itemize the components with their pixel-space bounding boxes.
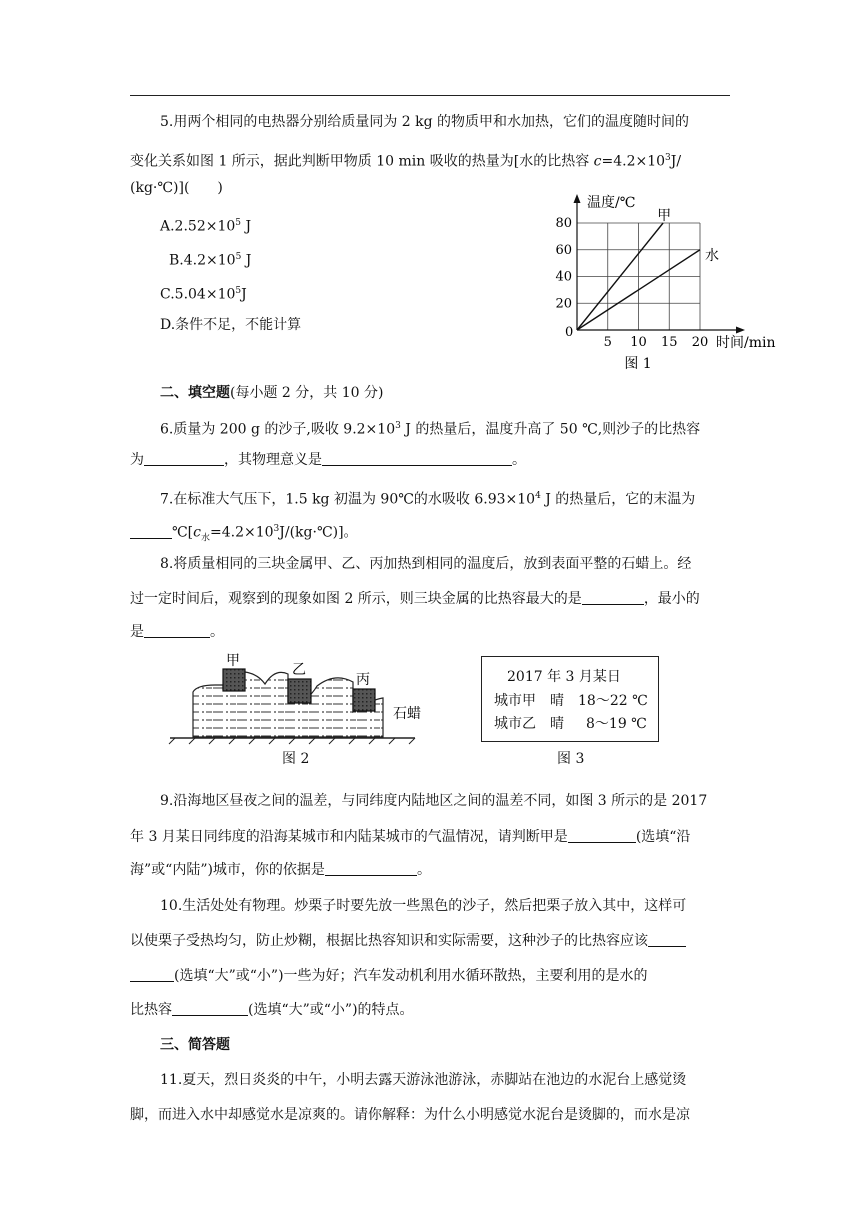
q9-line3: 海”或“内陆”)城市，你的依据是 。 (130, 862, 431, 878)
label-yi: 乙 (292, 662, 306, 678)
q10-line2: 以使栗子受热均匀，防止炒糊，根据比热容知识和实际需要，这种沙子的比热容应该 (130, 931, 730, 951)
q7-blank[interactable] (130, 524, 172, 539)
q8-line3: 是 。 (130, 624, 224, 640)
figure3-weather-box (481, 656, 659, 742)
metal-block-jia (223, 669, 245, 691)
y-tick-label: 40 (555, 269, 572, 285)
x-tick-label: 5 (603, 335, 612, 350)
q10-blank-1b[interactable] (130, 967, 174, 982)
q10-blank-2[interactable] (172, 1001, 248, 1016)
q10-blank-1a[interactable] (648, 932, 686, 947)
q5-option-b[interactable]: $B.4.2\times 10^5$ J (169, 252, 252, 269)
q5-option-d[interactable]: D.条件不足，不能计算 (160, 317, 302, 333)
q6-line1: 6.质量为 200 g 的沙子,吸收 $9.2\times 10^3$ J 的热量后，温度升高了 50 ℃,则沙子的比热容 (160, 421, 701, 438)
q6-line2: 为 ，其物理意义是 。 (130, 452, 526, 468)
label-bing: 丙 (356, 672, 370, 688)
figure3-caption: 图 3 (557, 751, 585, 767)
q5-line2: 变化关系如图 1 所示，据此判断甲物质 10 min 吸收的热量为[水的比热容 $c=4.2\times 10^3J/$ (130, 153, 682, 170)
q9-blank-2[interactable] (325, 861, 417, 876)
y-tick-label: 60 (555, 242, 572, 258)
q9-line1: 9.沿海地区昼夜之间的温差，与同纬度内陆地区之间的温差不同，如图 3 所示的是 2017 (160, 793, 708, 809)
q8-blank-1[interactable] (582, 590, 644, 605)
figure1-caption: 图 1 (624, 356, 652, 372)
figure1-chart (550, 185, 790, 375)
q8-line1: 8.将质量相同的三块金属甲、乙、丙加热到相同的温度后，放到表面平整的石蜡上。经 (160, 556, 692, 572)
y-tick-label: 20 (555, 296, 572, 312)
section3-heading: 三、简答题 (160, 1037, 230, 1053)
q8-line2: 过一定时间后，观察到的现象如图 2 所示，则三块金属的比热容最大的是 ，最小的 (130, 591, 700, 607)
figure2-wax-diagram (165, 652, 425, 747)
q10-line3: (选填“大”或“小”)一些为好；汽车发动机利用水循环散热，主要利用的是水的 (130, 966, 730, 986)
series-label-jia: 甲 (657, 208, 672, 224)
q9-line2: 年 3 月某日同纬度的沿海某城市和内陆某城市的气温情况，请判断甲是 (选填“沿 (130, 829, 691, 845)
x-tick-label: 0 (565, 325, 574, 340)
weather-row-city-b: 城市乙 晴 8～19 ℃ (494, 716, 647, 732)
q7-line1: 7.在标准大气压下，1.5 kg 初温为 90℃的水吸收 $6.93\times 10^4$ J 的热量后，它的末温为 (160, 491, 696, 508)
q10-line1: 10.生活处处有物理。炒栗子时要先放一些黑色的沙子，然后把栗子放入其中，这样可 (160, 898, 687, 914)
q7-line2: $℃[c_水=4.2\times 10^3J/(kg\cdot℃)]$。 (130, 519, 730, 548)
label-jia: 甲 (226, 653, 240, 669)
q5-option-a[interactable]: $A.2.52\times 10^5$ J (160, 218, 252, 235)
section2-heading: 二、填空题(每小题 2 分，共 10 分) (160, 385, 384, 401)
q11-line2: 脚，而进入水中却感觉水是凉爽的。请你解释：为什么小明感觉水泥台是烫脚的，而水是凉 (130, 1107, 690, 1123)
y-axis-arrow (574, 194, 581, 203)
q5-line3: (kg·℃)]( ) (130, 180, 223, 196)
label-wax: 石蜡 (393, 706, 421, 722)
q9-blank-1[interactable] (568, 828, 636, 843)
header-rule (130, 95, 730, 96)
x-axis-arrow (736, 327, 745, 334)
q6-blank-1[interactable] (144, 451, 224, 466)
x-tick-label: 10 (630, 335, 647, 350)
metal-block-yi (288, 679, 311, 703)
y-tick-label: 80 (555, 216, 572, 231)
q5-option-c[interactable]: $C.5.04\times 10^5J$ (160, 286, 247, 303)
metal-block-bing (353, 689, 375, 711)
q11-line1: 11.夏天，烈日炎炎的中午，小明去露天游泳池游泳，赤脚站在池边的水泥台上感觉烫 (160, 1072, 687, 1088)
q6-blank-2[interactable] (322, 451, 512, 466)
y-axis-label: 温度/℃ (587, 195, 636, 211)
x-axis-label: 时间/min (716, 335, 776, 351)
series-label-water: 水 (705, 247, 719, 264)
q8-blank-2[interactable] (144, 623, 210, 638)
figure2-caption: 图 2 (282, 751, 310, 767)
weather-row-city-a: 城市甲 晴 18～22 ℃ (494, 693, 648, 709)
q5-line1: 5.用两个相同的电热器分别给质量同为 2 kg 的物质甲和水加热，它们的温度随时间的 (160, 114, 690, 130)
x-tick-label: 20 (691, 335, 709, 350)
x-tick-label: 15 (660, 335, 678, 350)
weather-date: 2017 年 3 月某日 (507, 669, 621, 685)
q10-line4: 比热容 (选填“大”或“小”)的特点。 (130, 1002, 414, 1018)
